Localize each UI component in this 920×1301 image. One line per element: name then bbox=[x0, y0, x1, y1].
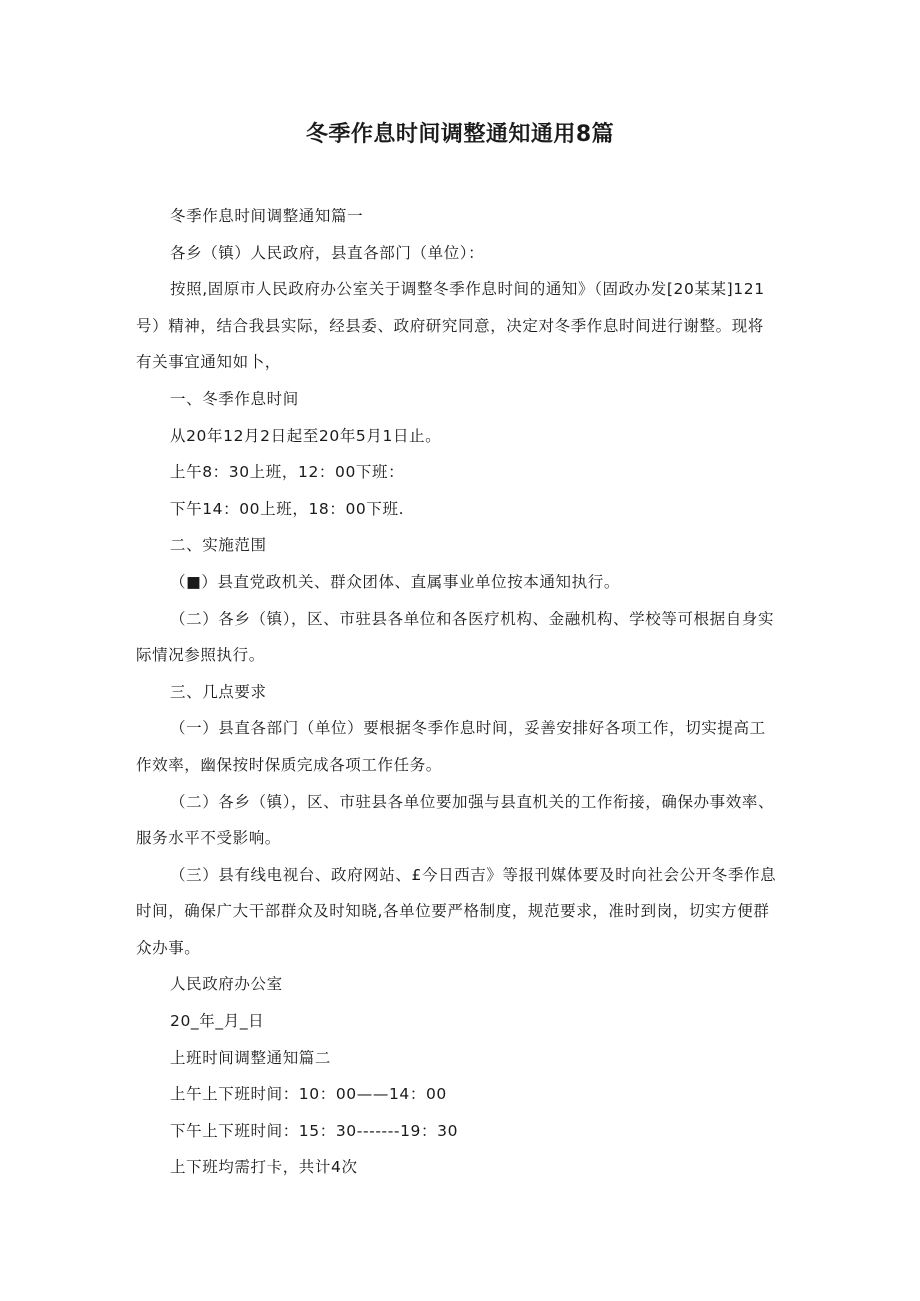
requirement-item-one: （一）县直各部门（单位）要根据冬季作息时间，妥善安排好各项工作，切实提高工作效率，幽保按时保质完成各项工作任务。 bbox=[136, 719, 766, 774]
signature-date: 20_年_月_日 bbox=[170, 1012, 265, 1031]
section-heading-schedule: 一、冬季作息时间 bbox=[170, 389, 299, 408]
scope-item-one: （■）县直党政机关、群众团体、直属事业单位按本通知执行。 bbox=[170, 572, 620, 591]
document-body bbox=[136, 198, 778, 1186]
section-heading-requirements: 三、几点要求 bbox=[170, 682, 267, 701]
schedule-date-range: 从20年12月2日起至20年5月1日止。 bbox=[170, 426, 442, 445]
section-heading-scope: 二、实施范围 bbox=[170, 536, 267, 555]
signature-office: 人民政府办公室 bbox=[170, 975, 283, 994]
clock-in-note: 上下班均需打卡，共计4次 bbox=[170, 1158, 358, 1177]
intro-paragraph: 按照,固原市人民政府办公室关于调整冬季作息时间的通知》（固政办发[20某某]121号）精神，结合我县实际，经县委、政府研究同意，决定对冬季作息时间进行谢整。现将有关事宜通知如卜， bbox=[136, 280, 765, 372]
section-heading-part-two: 上班时间调整通知篇二 bbox=[170, 1048, 332, 1067]
work-hours-afternoon: 下午上下班时间：15：30-------19：30 bbox=[170, 1121, 459, 1140]
requirement-item-two: （二）各乡（镇），区、市驻县各单位要加强与县直机关的工作衔接，确保办事效率、服务水平不受影响。 bbox=[136, 792, 775, 848]
work-hours-morning: 上午上下班时间：10：00——14：00 bbox=[170, 1085, 447, 1104]
addressee-line: 各乡（镇）人民政府，县直各部门（单位）： bbox=[170, 243, 485, 262]
scope-item-two: （二）各乡（镇），区、市驻县各单位和各医疗机构、金融机构、学校等可根据自身实际情况参照执行。 bbox=[136, 609, 775, 665]
schedule-afternoon: 下午14：00上班，18：00下班. bbox=[170, 499, 405, 518]
requirement-item-three: （三）县有线电视台、政府网站、£今日西吉》等报刊媒体要及时向社会公开冬季作息时间，确保广大干部群众及时知晓,各单位要严格制度，规范要求，准时到岗，切实方便群众办事。 bbox=[136, 865, 777, 957]
schedule-morning: 上午8：30上班，12：00下班： bbox=[170, 463, 405, 482]
document-title: 冬季作息时间调整通知通用8篇 bbox=[305, 122, 615, 147]
section-heading-part-one: 冬季作息时间调整通知篇一 bbox=[170, 207, 364, 225]
